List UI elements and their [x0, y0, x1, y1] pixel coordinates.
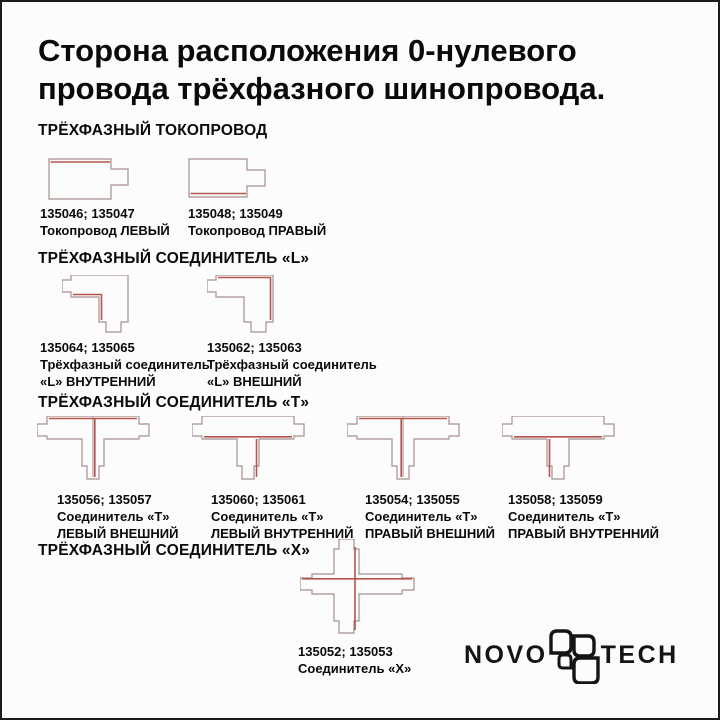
- item-caption: [207, 339, 377, 390]
- caption-variant: «L» ВНУТРЕННИЙ: [40, 374, 156, 389]
- caption-codes: 135054; 135055: [365, 492, 460, 507]
- caption-name: Токопровод ПРАВЫЙ: [188, 223, 327, 238]
- caption-variant: ЛЕВЫЙ ВНЕШНИЙ: [57, 526, 179, 541]
- section-header-l-connector: ТРЁХФАЗНЫЙ СОЕДИНИТЕЛЬ «L»: [38, 250, 310, 267]
- caption-variant: ПРАВЫЙ ВНЕШНИЙ: [365, 526, 495, 541]
- diagram-t-right-inner-icon: [502, 416, 615, 481]
- diagram-track-right-icon: [188, 157, 268, 201]
- page-title: [38, 32, 698, 108]
- logo-text-novo: NOVO: [464, 640, 548, 669]
- item-caption: [188, 205, 326, 239]
- diagram-l-inner-icon: [62, 275, 130, 334]
- item-caption: [508, 491, 659, 542]
- caption-codes: 135060; 135061: [211, 492, 306, 507]
- item-caption: [57, 491, 178, 542]
- caption-codes: 135048; 135049: [188, 206, 283, 221]
- item-caption: [40, 205, 170, 239]
- item-caption: [365, 491, 495, 542]
- item-caption: [40, 339, 210, 390]
- diagram-l-outer-icon: [207, 275, 275, 334]
- page-title-line-2: провода трёхфазного шинопровода.: [38, 71, 606, 106]
- caption-codes: 135052; 135053: [298, 644, 393, 659]
- diagram-t-right-outer-icon: [347, 416, 460, 481]
- diagram-track-left-icon: [48, 156, 130, 202]
- caption-variant: ПРАВЫЙ ВНУТРЕННИЙ: [508, 526, 659, 541]
- section-header-t-connector: ТРЁХФАЗНЫЙ СОЕДИНИТЕЛЬ «Т»: [38, 394, 310, 411]
- section-header-track: ТРЁХФАЗНЫЙ ТОКОПРОВОД: [38, 122, 268, 139]
- page-title-line-1: Сторона расположения 0-нулевого: [38, 33, 577, 68]
- diagram-t-left-outer-icon: [37, 416, 150, 481]
- caption-codes: 135058; 135059: [508, 492, 603, 507]
- caption-variant: ЛЕВЫЙ ВНУТРЕННИЙ: [211, 526, 354, 541]
- caption-name: Соединитель «Т»: [508, 509, 621, 524]
- caption-name: Соединитель «Т»: [57, 509, 170, 524]
- caption-codes: 135046; 135047: [40, 206, 135, 221]
- diagram-x-icon: [300, 539, 415, 634]
- item-caption: [211, 491, 353, 542]
- caption-codes: 135056; 135057: [57, 492, 152, 507]
- caption-name: Трёхфазный соединитель: [207, 357, 377, 372]
- logo-text-tech: TECH: [600, 640, 679, 669]
- logo-clover-icon: [549, 626, 600, 684]
- item-caption: [298, 643, 411, 677]
- novotech-logo: [464, 625, 679, 685]
- caption-name: Соединитель «Т»: [211, 509, 324, 524]
- caption-codes: 135062; 135063: [207, 340, 302, 355]
- section-header-x-connector: ТРЁХФАЗНЫЙ СОЕДИНИТЕЛЬ «Х»: [38, 542, 311, 559]
- caption-name: Токопровод ЛЕВЫЙ: [40, 223, 170, 238]
- caption-codes: 135064; 135065: [40, 340, 135, 355]
- caption-name: Трёхфазный соединитель: [40, 357, 210, 372]
- caption-name: Соединитель «Т»: [365, 509, 478, 524]
- caption-variant: «L» ВНЕШНИЙ: [207, 374, 302, 389]
- caption-name: Соединитель «Х»: [298, 661, 412, 676]
- diagram-t-left-inner-icon: [192, 416, 305, 481]
